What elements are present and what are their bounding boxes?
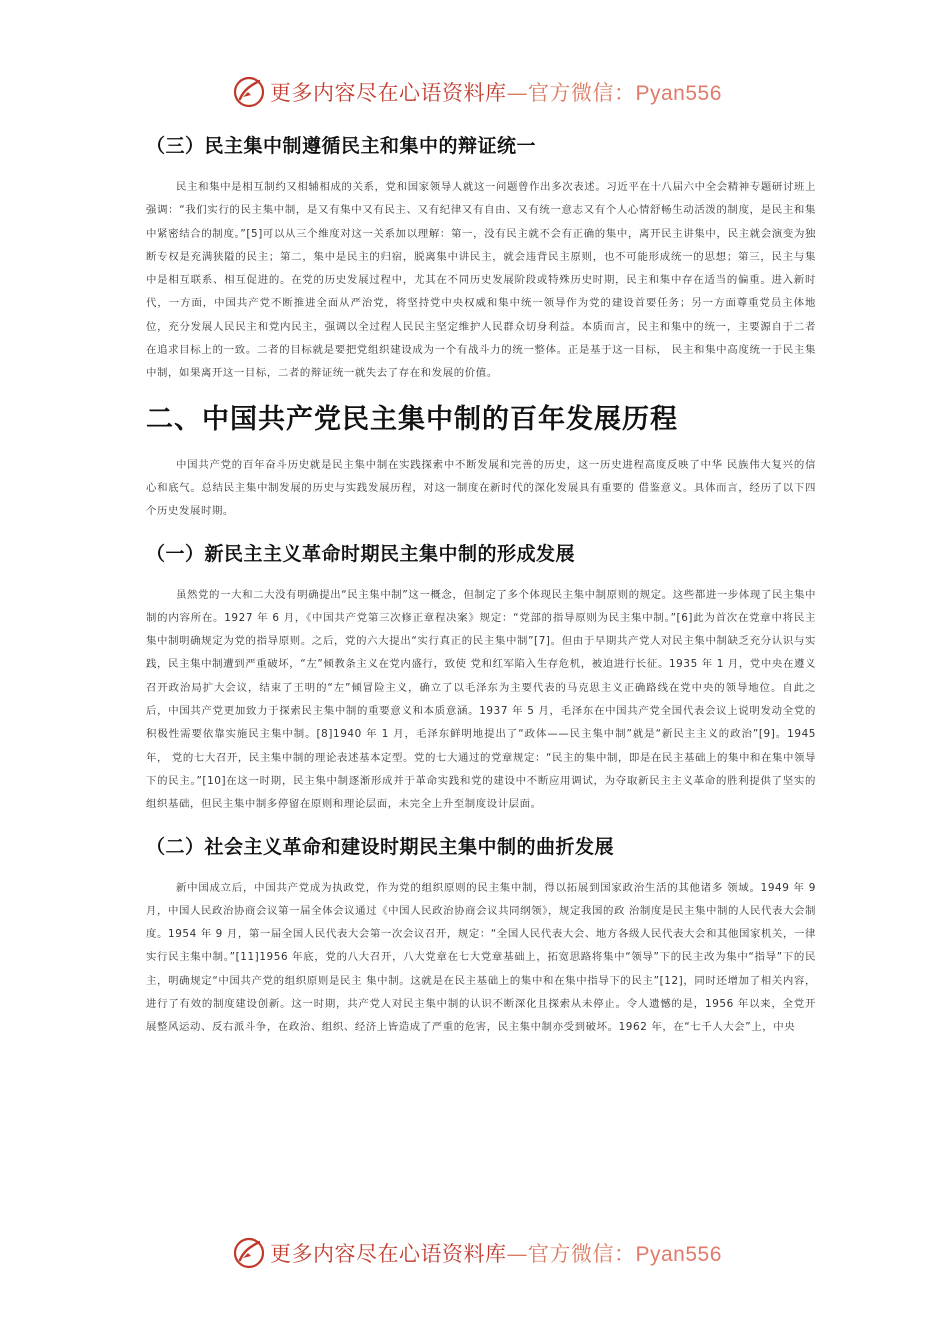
banner-text: 更多内容尽在心语资料库—官方微信：Pyan556	[270, 1242, 722, 1266]
document-body	[146, 124, 816, 1040]
paragraph-part2: 中国共产党的百年奋斗历史就是民主集中制在实践探索中不断发展和完善的历史，这一历史进程高度反映了中华 民族伟大复兴的信心和底气。总结民主集中制发展的历史与实践发展历程，对这一制度在新时代的深化发展具有重要的 借鉴意义。具体而言，经历了以下四个历史发展时期。	[146, 458, 816, 518]
pen-logo-icon	[232, 1236, 266, 1270]
section-heading-3: （三）民主集中制遵循民主和集中的辩证统一	[146, 135, 537, 157]
pen-logo-icon	[232, 75, 266, 109]
header-banner	[232, 72, 732, 112]
paragraph-sub2: 新中国成立后，中国共产党成为执政党，作为党的组织原则的民主集中制，得以拓展到国家政治生活的其他诸多 领域。1949 年 9 月，中国人民政治协商会议第一届全体会议通过《中国人民政治协商会议共同纲领》，规定我国的政 治制度是民主集中制的人民代表大会制度。1954 年 9 月，第一届全国人民代表大会第一次会议召开，规定：“全国人民代表大会、地方各级人民代表大会和其他国家机关，一律实行民主集中制。”[11]1956 年底，党的八大召开，八大党章在七大党章基础上，拓宽思路将集中“领导”下的民主改为集中“指导”下的民主，明确规定“中国共产党的组织原则是民主 集中制。这就是在民主基础上的集中和在集中指导下的民主”[12]，同时还增加了相关内容，进行了有效的制度建设创新。这一时期，共产党人对民主集中制的认识不断深化且探索从未停止。令人遗憾的是，1956 年以来，全党开展整风运动、反右派斗争，在政治、组织、经济上皆造成了严重的危害，民主集中制亦受到破坏。1962 年，在“七千人大会”上，中央	[146, 881, 817, 1034]
section-heading-sub1: （一）新民主主义革命时期民主集中制的形成发展	[146, 542, 576, 565]
section-heading-sub2: （二）社会主义革命和建设时期民主集中制的曲折发展	[146, 835, 615, 858]
banner-text: 更多内容尽在心语资料库—官方微信：Pyan556	[270, 81, 722, 105]
footer-banner	[232, 1233, 732, 1273]
chapter-heading-2: 二、中国共产党民主集中制的百年发展历程	[146, 403, 678, 435]
paragraph-sec3: 民主和集中是相互制约又相辅相成的关系，党和国家领导人就这一问题曾作出多次表述。习近平在十八届六中全会精神专题研讨班上强调：“我们实行的民主集中制，是又有集中又有民主、又有纪律又有自由、又有统一意志又有个人心情舒畅生动活泼的制度，是民主和集中紧密结合的制度。”[5]可以从三个维度对这一关系加以理解：第一，没有民主就不会有正确的集中，离开民主讲集中，民主就会演变为独断专权是充满狭隘的民主；第二，集中是民主的归宿，脱离集中讲民主，就会违背民主原则，也不可能形成统一的思想；第三，民主与集中是相互联系、相互促进的。在党的历史发展过程中，尤其在不同历史发展阶段或特殊历史时期，民主和集中存在适当的偏重。进入新时代，一方面，中国共产党不断推进全面从严治党，将坚持党中央权威和集中统一领导作为党的建设首要任务；另一方面尊重党员主体地位，充分发展人民民主和党内民主，强调以全过程人民民主坚定维护人民群众切身利益。本质而言，民主和集中的统一，主要源自于二者在追求目标上的一致。二者的目标就是要把党组织建设成为一个有战斗力的统一整体。正是基于这一目标， 民主和集中高度统一于民主集中制，如果离开这一目标，二者的辩证统一就失去了存在和发展的价值。	[146, 181, 816, 380]
paragraph-sub1: 虽然党的一大和二大没有明确提出“民主集中制”这一概念，但制定了多个体现民主集中制原则的规定。这些都进一步体现了民主集中制的内容所在。1927 年 6 月，《中国共产党第三次修正章程决案》规定：“党部的指导原则为民主集中制。”[6]此为首次在党章中将民主集中制明确规定为党的指导原则。之后，党的六大提出“实行真正的民主集中制”[7]。但由于早期共产党人对民主集中制缺乏充分认识与实践，民主集中制遭到严重破坏，“左”倾教条主义在党内盛行，致使 党和红军陷入生存危机，被迫进行长征。1935 年 1 月，党中央在遵义召开政治局扩大会议，结束了王明的“左”倾冒险主义，确立了以毛泽东为主要代表的马克思主义正确路线在党中央的领导地位。自此之后，中国共产党更加致力于探索民主集中制的重要意义和本质意涵。1937 年 5 月，毛泽东在中国共产党全国代表会议上说明发动全党的积极性需要依靠实施民主集中制。[8]1940 年 1 月，毛泽东鲜明地提出了“政体——民主集中制”就是“新民主主义的政治”[9]。1945 年， 党的七大召开，民主集中制的理论表述基本定型。党的七大通过的党章规定：“民主的集中制，即是在民主基础上的集中和在集中领导下的民主。”[10]在这一时期，民主集中制逐渐形成并于革命实践和党的建设中不断应用调试，为夺取新民主主义革命的胜利提供了坚实的组织基础，但民主集中制多停留在原则和理论层面，未完全上升至制度设计层面。	[146, 588, 816, 811]
